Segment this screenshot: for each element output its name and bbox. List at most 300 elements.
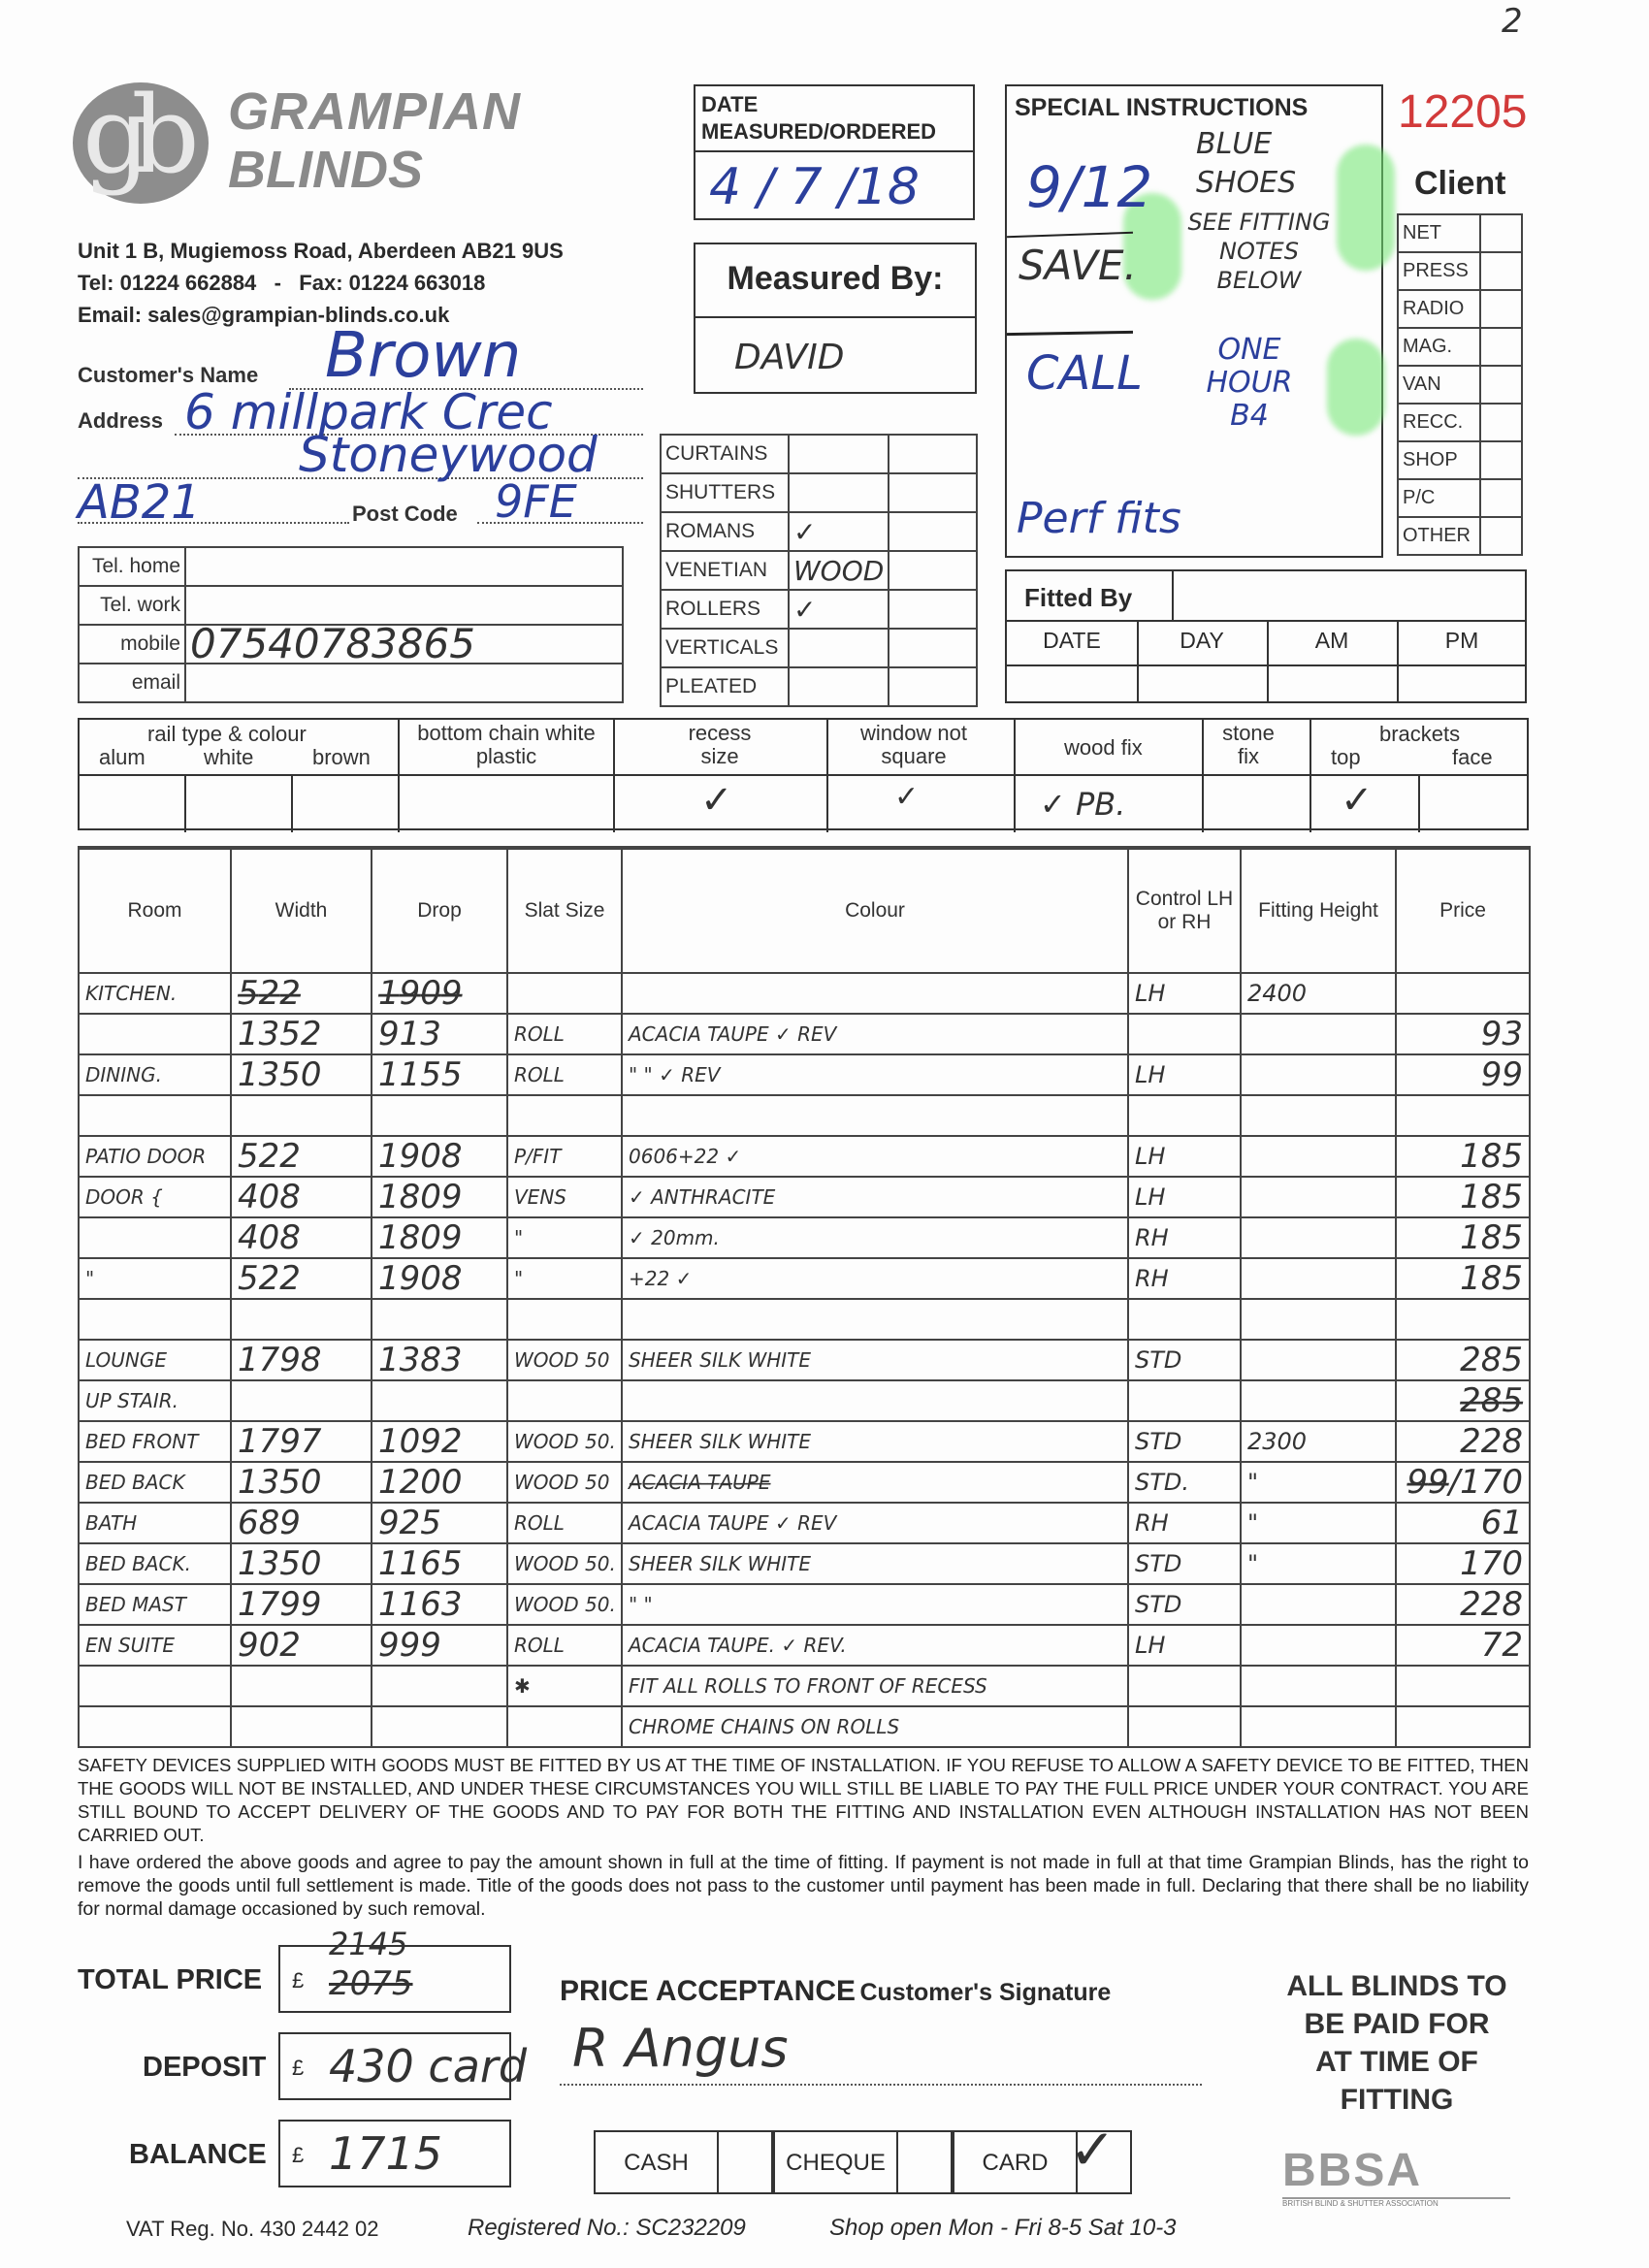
client-source-label: P/C <box>1398 479 1480 517</box>
cell-price[interactable]: 185 <box>1396 1258 1530 1299</box>
blind-type-mark[interactable]: WOOD <box>789 551 889 590</box>
deposit-value: 430 card <box>329 2040 528 2092</box>
cell-price[interactable]: 170 <box>1396 1543 1530 1584</box>
blind-type-note[interactable] <box>889 551 977 590</box>
cell-price[interactable] <box>1396 973 1530 1014</box>
blind-type-row <box>661 512 977 551</box>
brackets-label: brackets <box>1379 722 1461 746</box>
cell-width[interactable] <box>231 1095 372 1136</box>
cell-control[interactable]: STD. <box>1128 1462 1241 1503</box>
client-source-label: VAN <box>1398 366 1480 404</box>
date-measured-value[interactable]: 4 / 7 /18 <box>709 158 920 216</box>
cell-room[interactable]: LOUNGE <box>79 1340 231 1380</box>
special-instructions-box <box>1005 84 1383 558</box>
blind-type-note[interactable] <box>889 629 977 667</box>
cell-fitting-height[interactable]: " <box>1241 1543 1396 1584</box>
client-source-checkbox[interactable] <box>1480 517 1522 555</box>
blind-type-mark[interactable]: ✓ <box>789 512 889 551</box>
currency-symbol: £ <box>292 1968 305 1993</box>
cell-fitting-height[interactable] <box>1241 1299 1396 1340</box>
cell-drop[interactable]: 1200 <box>372 1462 507 1503</box>
cell-colour[interactable]: ACACIA TAUPE ✓ REV <box>622 1503 1128 1543</box>
bbsa-logo-text: BBSA <box>1282 2145 1423 2196</box>
cell-slat-size[interactable]: ✱ <box>507 1666 622 1706</box>
blind-type-label: VERTICALS <box>661 629 789 667</box>
cell-colour[interactable]: 0606+22 ✓ <box>622 1136 1128 1177</box>
client-source-checkbox[interactable] <box>1480 404 1522 441</box>
cell-drop[interactable]: 1383 <box>372 1340 507 1380</box>
blind-type-mark[interactable] <box>789 473 889 512</box>
cell-price[interactable]: 2̶8̶5̶ <box>1396 1380 1530 1421</box>
client-source-label: MAG. <box>1398 328 1480 366</box>
cell-slat-size[interactable]: WOOD 50. <box>507 1421 622 1462</box>
cell-price[interactable] <box>1396 1706 1530 1747</box>
client-source-row <box>1398 252 1522 290</box>
cell-drop[interactable]: 1908 <box>372 1258 507 1299</box>
cell-price[interactable]: 9̶9̶/170 <box>1396 1462 1530 1503</box>
cell-width[interactable]: 5̶2̶2̶ <box>231 973 372 1014</box>
cell-control[interactable] <box>1128 1706 1241 1747</box>
window-not-square-check[interactable]: ✓ <box>894 780 920 814</box>
measured-by-label: Measured By: <box>727 260 944 297</box>
bottom-chain-label: bottom chain white plastic <box>417 721 596 768</box>
cell-room[interactable]: UP STAIR. <box>79 1380 231 1421</box>
cell-colour[interactable]: CHROME CHAINS ON ROLLS <box>622 1706 1128 1747</box>
client-source-checkbox[interactable] <box>1480 214 1522 252</box>
cell-fitting-height[interactable]: " <box>1241 1462 1396 1503</box>
cell-room[interactable]: BED MAST <box>79 1584 231 1625</box>
table-row <box>79 973 1530 1014</box>
blind-type-label: ROLLERS <box>661 590 789 629</box>
cell-slat-size[interactable]: ROLL <box>507 1014 622 1054</box>
cell-colour[interactable]: +22 ✓ <box>622 1258 1128 1299</box>
cell-drop[interactable] <box>372 1095 507 1136</box>
table-row <box>79 1421 1530 1462</box>
cell-fitting-height[interactable] <box>1241 1258 1396 1299</box>
cell-colour[interactable]: SHEER SILK WHITE <box>622 1340 1128 1380</box>
cell-colour[interactable] <box>622 1380 1128 1421</box>
blind-type-mark[interactable]: ✓ <box>789 590 889 629</box>
safety-terms: SAFETY DEVICES SUPPLIED WITH GOODS MUST BE FITTED BY US AT THE TIME OF INSTALLATION. IF YOU REFUSE TO ALLOW A SAFETY DEVICE TO BE FITTED, THEN THE GOODS WILL NOT BE INSTALLED, AND UNDER THESE CIRCUMSTANCES YOU WILL STILL BE LIABLE TO PAY THE FULL PRICE UNDER YOUR CONTRACT. YOU ARE STILL BOUND TO ACCEPT DELIVERY OF THE GOODS AND TO PAY FOR BOTH THE FITTING AND INSTALLATION EVEN ALTHOUGH INSTALLATION HAS NOT BEEN CARRIED OUT. <box>78 1755 1529 1845</box>
cell-control[interactable]: LH <box>1128 1625 1241 1666</box>
cell-drop[interactable] <box>372 1706 507 1747</box>
blind-type-note[interactable] <box>889 435 977 473</box>
recess-size-label: recess size <box>688 721 752 768</box>
bbsa-name: BRITISH BLIND & SHUTTER ASSOCIATION <box>1282 2197 1510 2208</box>
cell-width[interactable]: 1798 <box>231 1340 372 1380</box>
cell-width[interactable] <box>231 1706 372 1747</box>
cell-control[interactable]: LH <box>1128 1136 1241 1177</box>
address-line3-value[interactable]: AB21 <box>78 475 201 530</box>
blind-type-row <box>661 551 977 590</box>
blind-type-mark[interactable] <box>789 667 889 706</box>
logo-mark: gb <box>82 73 180 197</box>
cell-width[interactable]: 522 <box>231 1136 372 1177</box>
cell-slat-size[interactable]: ROLL <box>507 1054 622 1095</box>
agreement-terms: I have ordered the above goods and agree to pay the amount shown in full at the time of fitting. If payment is not made in full at that time Grampian Blinds, has the right to remove the goods until full settlement is made. Title of the goods does not pass to the customer until payment has been made in full. Declaring that there shall be no liability for normal damage occasioned by such removal. <box>78 1852 1529 1920</box>
cell-drop[interactable]: 1155 <box>372 1054 507 1095</box>
cell-fitting-height[interactable] <box>1241 1340 1396 1380</box>
column-header: Width <box>231 848 372 973</box>
table-row <box>79 1380 1530 1421</box>
client-source-row <box>1398 328 1522 366</box>
cell-colour[interactable] <box>622 973 1128 1014</box>
cell-room[interactable]: EN SUITE <box>79 1625 231 1666</box>
cell-control[interactable]: STD <box>1128 1421 1241 1462</box>
cell-room[interactable] <box>79 1217 231 1258</box>
cell-room[interactable]: PATIO DOOR <box>79 1136 231 1177</box>
payment-option-label: CASH <box>624 2150 689 2176</box>
cell-slat-size[interactable] <box>507 1706 622 1747</box>
cell-control[interactable]: RH <box>1128 1503 1241 1543</box>
payment-option-label: CARD <box>982 2150 1049 2176</box>
measured-by-value[interactable]: DAVID <box>734 338 845 377</box>
cell-drop[interactable] <box>372 1380 507 1421</box>
client-source-label: RADIO <box>1398 290 1480 328</box>
contact-label: mobile <box>79 625 185 664</box>
cell-control[interactable] <box>1128 1014 1241 1054</box>
cell-width[interactable] <box>231 1666 372 1706</box>
cell-price[interactable]: 61 <box>1396 1503 1530 1543</box>
cell-room[interactable] <box>79 1095 231 1136</box>
customer-name-value[interactable]: Brown <box>325 320 522 392</box>
cell-width[interactable] <box>231 1299 372 1340</box>
cell-slat-size[interactable]: VENS <box>507 1177 622 1217</box>
payment-option-label: CHEQUE <box>786 2150 886 2176</box>
blind-type-row <box>661 473 977 512</box>
rail-type-label: rail type & colour <box>147 722 307 746</box>
cell-width[interactable]: 408 <box>231 1177 372 1217</box>
client-source-label: SHOP <box>1398 441 1480 479</box>
client-source-row <box>1398 290 1522 328</box>
table-row <box>79 1543 1530 1584</box>
client-source-checkbox[interactable] <box>1480 328 1522 366</box>
postcode-value[interactable]: 9FE <box>495 475 577 528</box>
cell-control[interactable]: RH <box>1128 1258 1241 1299</box>
date-label: DATE <box>701 92 759 116</box>
company-email: Email: sales@grampian-blinds.co.uk <box>78 303 450 327</box>
cell-room[interactable]: BED BACK. <box>79 1543 231 1584</box>
cell-fitting-height[interactable] <box>1241 1625 1396 1666</box>
cell-price[interactable] <box>1396 1299 1530 1340</box>
cell-width[interactable] <box>231 1380 372 1421</box>
blind-type-note[interactable] <box>889 590 977 629</box>
cell-fitting-height[interactable] <box>1241 1054 1396 1095</box>
deposit-field[interactable] <box>278 2032 528 2100</box>
contact-value[interactable] <box>185 664 623 702</box>
cell-drop[interactable]: 1908 <box>372 1136 507 1177</box>
cell-control[interactable]: LH <box>1128 1177 1241 1217</box>
blind-type-mark[interactable] <box>789 435 889 473</box>
company-address: Unit 1 B, Mugiemoss Road, Aberdeen AB21 9US <box>78 239 564 263</box>
table-row <box>79 1136 1530 1177</box>
table-row <box>79 1177 1530 1217</box>
table-row <box>79 1706 1530 1747</box>
client-source-checkbox[interactable] <box>1480 252 1522 290</box>
table-row <box>79 1258 1530 1299</box>
blind-type-note[interactable] <box>889 473 977 512</box>
blind-type-note[interactable] <box>889 512 977 551</box>
table-row <box>79 1095 1530 1136</box>
fitted-by-box <box>1005 569 1527 703</box>
cell-price[interactable]: 285 <box>1396 1340 1530 1380</box>
blinds-order-table <box>78 846 1531 1748</box>
payment-notice <box>1251 1967 1542 2119</box>
cell-colour[interactable]: SHEER SILK WHITE <box>622 1421 1128 1462</box>
client-source-row <box>1398 404 1522 441</box>
notice-line: AT TIME OF <box>1315 2046 1478 2078</box>
cell-drop[interactable]: 1165 <box>372 1543 507 1584</box>
payment-checkbox[interactable] <box>717 2132 775 2192</box>
payment-option-cheque[interactable] <box>773 2130 953 2194</box>
cell-room[interactable]: DINING. <box>79 1054 231 1095</box>
cell-width[interactable]: 689 <box>231 1503 372 1543</box>
stone-fix-label: stone fix <box>1222 721 1275 768</box>
cell-slat-size[interactable]: ROLL <box>507 1625 622 1666</box>
fitted-by-label: Fitted By <box>1024 583 1133 612</box>
wood-fix-label: wood fix <box>1064 735 1143 760</box>
measured-by-box <box>694 243 977 394</box>
instruction-date: 9/12 <box>1026 154 1153 220</box>
cell-colour[interactable]: ACACIA TAUPE. ✓ REV. <box>622 1625 1128 1666</box>
cell-colour[interactable]: ✓ 20mm. <box>622 1217 1128 1258</box>
cell-colour[interactable]: ACACIA TAUPE ✓ REV <box>622 1014 1128 1054</box>
date-measured-box <box>694 84 975 220</box>
cell-drop[interactable]: 913 <box>372 1014 507 1054</box>
cell-room[interactable]: BATH <box>79 1503 231 1543</box>
cell-price[interactable]: 185 <box>1396 1177 1530 1217</box>
cell-drop[interactable]: 1̶9̶0̶9̶ <box>372 973 507 1014</box>
contact-row <box>79 664 623 702</box>
cell-room[interactable]: DOOR { <box>79 1177 231 1217</box>
cell-slat-size[interactable]: " <box>507 1217 622 1258</box>
client-title: Client <box>1414 165 1506 202</box>
client-source-checkbox[interactable] <box>1480 290 1522 328</box>
cell-room[interactable] <box>79 1014 231 1054</box>
cell-colour[interactable]: " " <box>622 1584 1128 1625</box>
client-source-label: PRESS <box>1398 252 1480 290</box>
fitted-by-column-label: PM <box>1444 628 1479 653</box>
table-row <box>79 1299 1530 1340</box>
cell-slat-size[interactable]: WOOD 50 <box>507 1340 622 1380</box>
cell-fitting-height[interactable] <box>1241 1136 1396 1177</box>
company-phone: Tel: 01224 662884 - Fax: 01224 663018 <box>78 271 486 295</box>
client-source-checkbox[interactable] <box>1480 479 1522 517</box>
cell-width[interactable]: 1799 <box>231 1584 372 1625</box>
cell-price[interactable]: 185 <box>1396 1136 1530 1177</box>
brackets-top-check[interactable]: ✓ <box>1341 778 1374 823</box>
contact-row <box>79 547 623 586</box>
cell-slat-size[interactable]: " <box>507 1258 622 1299</box>
brackets-face-label: face <box>1452 745 1493 769</box>
blind-type-note[interactable] <box>889 667 977 706</box>
cell-fitting-height[interactable]: 2400 <box>1241 973 1396 1014</box>
client-source-table <box>1397 213 1523 556</box>
cell-drop[interactable]: 999 <box>372 1625 507 1666</box>
cell-drop[interactable] <box>372 1666 507 1706</box>
table-row <box>79 1217 1530 1258</box>
total-price-field[interactable] <box>278 1926 511 2013</box>
cell-room[interactable]: BED BACK <box>79 1462 231 1503</box>
cell-colour[interactable]: FIT ALL ROLLS TO FRONT OF RECESS <box>622 1666 1128 1706</box>
blind-type-mark[interactable] <box>789 629 889 667</box>
cell-price[interactable] <box>1396 1666 1530 1706</box>
blind-type-row <box>661 590 977 629</box>
cell-colour[interactable]: SHEER SILK WHITE <box>622 1543 1128 1584</box>
cell-control[interactable]: STD <box>1128 1543 1241 1584</box>
cell-price[interactable]: 72 <box>1396 1625 1530 1666</box>
cell-colour[interactable] <box>622 1095 1128 1136</box>
cell-fitting-height[interactable] <box>1241 1217 1396 1258</box>
table-row <box>79 1625 1530 1666</box>
cell-price[interactable]: 228 <box>1396 1584 1530 1625</box>
cell-fitting-height[interactable]: " <box>1241 1503 1396 1543</box>
client-source-checkbox[interactable] <box>1480 366 1522 404</box>
client-source-label: OTHER <box>1398 517 1480 555</box>
cell-colour[interactable]: A̶C̶A̶C̶I̶A̶ ̶T̶A̶U̶P̶E̶ <box>622 1462 1128 1503</box>
cell-fitting-height[interactable] <box>1241 1014 1396 1054</box>
cell-control[interactable] <box>1128 1095 1241 1136</box>
bbsa-logo <box>1282 2144 1510 2208</box>
table-row <box>79 1503 1530 1543</box>
cell-width[interactable]: 1350 <box>231 1054 372 1095</box>
cell-colour[interactable]: " " ✓ REV <box>622 1054 1128 1095</box>
cell-width[interactable]: 522 <box>231 1258 372 1299</box>
cell-price[interactable]: 185 <box>1396 1217 1530 1258</box>
cell-drop[interactable]: 1809 <box>372 1217 507 1258</box>
cell-room[interactable]: BED FRONT <box>79 1421 231 1462</box>
cell-slat-size[interactable]: P/FIT <box>507 1136 622 1177</box>
cell-room[interactable]: KITCHEN. <box>79 973 231 1014</box>
cell-control[interactable] <box>1128 1666 1241 1706</box>
cell-room[interactable] <box>79 1706 231 1747</box>
cell-fitting-height[interactable] <box>1241 1095 1396 1136</box>
cell-control[interactable] <box>1128 1299 1241 1340</box>
cell-colour[interactable] <box>622 1299 1128 1340</box>
cell-control[interactable]: STD <box>1128 1340 1241 1380</box>
instruction-call: CALL <box>1026 346 1143 401</box>
cell-slat-size[interactable]: WOOD 50. <box>507 1584 622 1625</box>
client-source-checkbox[interactable] <box>1480 441 1522 479</box>
price-acceptance-title: PRICE ACCEPTANCE <box>560 1975 857 2007</box>
address-label: Address <box>78 408 164 433</box>
cell-width[interactable]: 1350 <box>231 1543 372 1584</box>
cell-control[interactable] <box>1128 1380 1241 1421</box>
currency-symbol: £ <box>292 2143 305 2167</box>
cell-slat-size[interactable]: WOOD 50. <box>507 1543 622 1584</box>
blind-type-label: ROMANS <box>661 512 789 551</box>
table-row <box>79 1584 1530 1625</box>
wood-fix-value[interactable]: ✓ PB. <box>1040 786 1126 823</box>
cell-fitting-height[interactable] <box>1241 1380 1396 1421</box>
contact-value[interactable] <box>185 586 623 625</box>
cell-slat-size[interactable] <box>507 1095 622 1136</box>
cell-width[interactable]: 1350 <box>231 1462 372 1503</box>
cell-fitting-height[interactable] <box>1241 1584 1396 1625</box>
cell-drop[interactable]: 1092 <box>372 1421 507 1462</box>
balance-field[interactable] <box>278 2120 511 2187</box>
cell-slat-size[interactable] <box>507 1380 622 1421</box>
instruction-one-hour: ONE HOUR B4 <box>1206 333 1293 433</box>
cell-drop[interactable] <box>372 1299 507 1340</box>
client-source-row <box>1398 214 1522 252</box>
client-source-label: RECC. <box>1398 404 1480 441</box>
cell-fitting-height[interactable] <box>1241 1177 1396 1217</box>
cell-control[interactable]: STD <box>1128 1584 1241 1625</box>
cell-fitting-height[interactable] <box>1241 1666 1396 1706</box>
cell-control[interactable]: LH <box>1128 973 1241 1014</box>
cell-price[interactable]: 228 <box>1396 1421 1530 1462</box>
brackets-top-label: top <box>1331 745 1361 769</box>
payment-option-cash[interactable] <box>594 2130 773 2194</box>
payment-checkbox[interactable] <box>896 2132 954 2192</box>
cell-control[interactable]: LH <box>1128 1054 1241 1095</box>
cell-room[interactable]: " <box>79 1258 231 1299</box>
rail-white-label: white <box>204 745 254 769</box>
cell-width[interactable]: 902 <box>231 1625 372 1666</box>
contact-label: Tel. home <box>79 547 185 586</box>
cell-room[interactable] <box>79 1666 231 1706</box>
balance-value: 1715 <box>329 2127 443 2180</box>
table-row <box>79 1462 1530 1503</box>
address-line1-value[interactable]: 6 millpark Crec <box>184 384 553 440</box>
options-row <box>78 718 1529 830</box>
blind-type-label: VENETIAN <box>661 551 789 590</box>
contact-table <box>78 546 624 703</box>
cell-slat-size[interactable]: WOOD 50 <box>507 1462 622 1503</box>
cell-price[interactable] <box>1396 1095 1530 1136</box>
column-header: Price <box>1396 848 1530 973</box>
cell-drop[interactable]: 1809 <box>372 1177 507 1217</box>
column-header: Drop <box>372 848 507 973</box>
page-number: 2 <box>1502 2 1523 41</box>
cell-price[interactable]: 99 <box>1396 1054 1530 1095</box>
cell-fitting-height[interactable]: 2300 <box>1241 1421 1396 1462</box>
recess-size-check[interactable]: ✓ <box>700 778 733 823</box>
cell-width[interactable]: 408 <box>231 1217 372 1258</box>
blind-type-row <box>661 629 977 667</box>
cell-width[interactable]: 1797 <box>231 1421 372 1462</box>
cell-fitting-height[interactable] <box>1241 1706 1396 1747</box>
client-source-row <box>1398 479 1522 517</box>
notice-line: FITTING <box>1340 2084 1454 2116</box>
company-name-line2: BLINDS <box>228 141 423 199</box>
contact-value[interactable]: 07540783865 <box>185 625 623 664</box>
window-not-square-label: window not square <box>859 721 968 768</box>
address-line2-value[interactable]: Stoneywood <box>299 427 598 483</box>
total-price-label: TOTAL PRICE <box>78 1964 263 1995</box>
cell-control[interactable]: RH <box>1128 1217 1241 1258</box>
client-source-row <box>1398 441 1522 479</box>
cell-room[interactable] <box>79 1299 231 1340</box>
contact-value[interactable] <box>185 547 623 586</box>
cell-drop[interactable]: 925 <box>372 1503 507 1543</box>
column-header: Fitting Height <box>1241 848 1396 973</box>
price-acceptance-heading <box>560 1975 1111 2008</box>
cell-price[interactable]: 93 <box>1396 1014 1530 1054</box>
cell-drop[interactable]: 1163 <box>372 1584 507 1625</box>
cell-colour[interactable]: ✓ ANTHRACITE <box>622 1177 1128 1217</box>
cell-slat-size[interactable] <box>507 1299 622 1340</box>
cell-slat-size[interactable] <box>507 973 622 1014</box>
cell-width[interactable]: 1352 <box>231 1014 372 1054</box>
company-name-line1: GRAMPIAN <box>228 82 521 141</box>
cell-slat-size[interactable]: ROLL <box>507 1503 622 1543</box>
company-logo <box>73 73 521 204</box>
table-row <box>79 1340 1530 1380</box>
currency-symbol: £ <box>292 2056 305 2080</box>
contact-label: email <box>79 664 185 702</box>
